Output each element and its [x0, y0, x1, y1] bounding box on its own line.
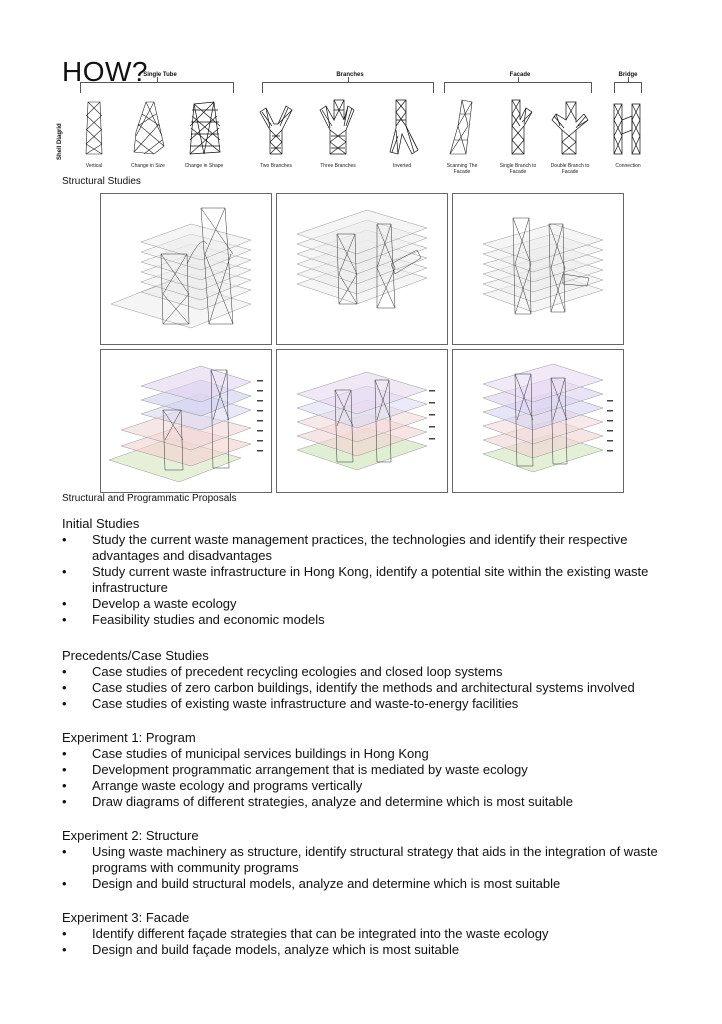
structural-model-drawing	[101, 194, 271, 344]
bullet-list	[62, 746, 672, 810]
bullet-icon: •	[62, 844, 67, 859]
list-item-text: Using waste machinery as structure, identify structural strategy that aids in the integration of waste programs with community programs	[92, 844, 658, 875]
group-label-branches: Branches	[336, 72, 364, 78]
bullet-icon: •	[62, 746, 67, 761]
program-layers-drawing	[453, 350, 623, 492]
list-item	[62, 844, 672, 876]
bullet-icon: •	[62, 876, 67, 891]
bullet-list	[62, 664, 672, 712]
bullet-list	[62, 532, 672, 628]
page-title: HOW?	[62, 56, 148, 87]
diagrid-single-branch-facade-icon	[494, 96, 542, 158]
structural-study-panel-3	[452, 193, 624, 345]
programmatic-proposal-panel-3	[452, 349, 624, 493]
shape-caption: Inverted	[392, 163, 412, 169]
list-item-text: Identify different façade strategies that can be integrated into the waste ecology	[92, 926, 549, 941]
list-item-text: Development programmatic arrangement that is mediated by waste ecology	[92, 762, 528, 777]
shape-change-in-shape	[180, 96, 228, 169]
section-experiment-3	[62, 910, 672, 958]
diagrid-inverted-icon	[378, 96, 426, 158]
diagrid-change-shape-icon	[180, 96, 228, 158]
bullet-icon: •	[62, 926, 67, 941]
bullet-icon: •	[62, 778, 67, 793]
group-label-bridge: Bridge	[618, 72, 638, 78]
shape-caption: Single Branch to Facade	[499, 163, 537, 175]
list-item-text: Arrange waste ecology and programs vertically	[92, 778, 363, 793]
caption-proposals: Structural and Programmatic Proposals	[62, 493, 237, 504]
diagrid-scanning-facade-icon	[438, 96, 486, 158]
program-layers-drawing	[101, 350, 271, 492]
list-item-text: Case studies of zero carbon buildings, identify the methods and architectural systems involved	[92, 680, 635, 695]
shape-caption: Change in Shape	[184, 163, 224, 169]
shape-inverted	[378, 96, 426, 169]
list-item	[62, 532, 672, 564]
list-item-text: Case studies of precedent recycling ecologies and closed loop systems	[92, 664, 503, 679]
section-heading: Experiment 3: Facade	[62, 910, 190, 925]
diagrid-two-branches-icon	[252, 96, 300, 158]
bullet-icon: •	[62, 612, 67, 627]
shape-caption: Three Branches	[320, 163, 356, 169]
bracket-bridge	[614, 82, 642, 93]
bullet-list	[62, 844, 672, 892]
list-item	[62, 926, 672, 942]
diagrid-double-branch-facade-icon	[546, 96, 594, 158]
shell-diagrid-label: Shell Diagrid	[57, 123, 63, 160]
bullet-icon: •	[62, 664, 67, 679]
bullet-icon: •	[62, 696, 67, 711]
programmatic-proposal-panel-2	[276, 349, 448, 493]
list-item-text: Case studies of existing waste infrastructure and waste-to-energy facilities	[92, 696, 519, 711]
list-item	[62, 942, 672, 958]
list-item	[62, 794, 672, 810]
structural-model-drawing	[277, 194, 447, 344]
list-item	[62, 664, 672, 680]
programmatic-proposal-panel-1	[100, 349, 272, 493]
group-label-facade: Facade	[509, 72, 531, 78]
section-heading: Experiment 1: Program	[62, 730, 196, 745]
shape-connection	[604, 96, 652, 169]
bullet-icon: •	[62, 794, 67, 809]
shape-caption: Scanning The Facade	[446, 163, 478, 175]
shape-scanning-facade	[438, 96, 486, 175]
list-item	[62, 876, 672, 892]
list-item	[62, 564, 672, 596]
bullet-icon: •	[62, 680, 67, 695]
list-item-text: Study current waste infrastructure in Hong Kong, identify a potential site within the existing waste infrastructure	[92, 564, 649, 595]
bullet-icon: •	[62, 762, 67, 777]
section-heading: Initial Studies	[62, 516, 140, 531]
section-heading: Experiment 2: Structure	[62, 828, 199, 843]
structural-study-panel-1	[100, 193, 272, 345]
list-item	[62, 746, 672, 762]
bullet-icon: •	[62, 596, 67, 611]
list-item	[62, 612, 672, 628]
diagrid-connection-icon	[604, 96, 652, 158]
list-item-text: Feasibility studies and economic models	[92, 612, 325, 627]
list-item	[62, 778, 672, 794]
list-item-text: Draw diagrams of different strategies, analyze and determine which is most suitable	[92, 794, 573, 809]
bracket-single-tube	[80, 82, 234, 93]
shape-vertical	[70, 96, 118, 169]
list-item-text: Case studies of municipal services buildings in Hong Kong	[92, 746, 429, 761]
structural-model-drawing	[453, 194, 623, 344]
section-initial-studies	[62, 516, 672, 628]
list-item-text: Design and build structural models, analyze and determine which is most suitable	[92, 876, 561, 891]
bullet-list	[62, 926, 672, 958]
list-item-text: Develop a waste ecology	[92, 596, 237, 611]
section-heading: Precedents/Case Studies	[62, 648, 209, 663]
structural-study-panel-2	[276, 193, 448, 345]
list-item	[62, 596, 672, 612]
bracket-branches	[262, 82, 434, 93]
bracket-facade	[444, 82, 592, 93]
diagrid-change-size-icon	[124, 96, 172, 158]
shape-caption: Connection	[615, 163, 641, 169]
bullet-icon: •	[62, 942, 67, 957]
shape-change-in-size	[124, 96, 172, 169]
shape-caption: Two Branches	[260, 163, 292, 169]
bullet-icon: •	[62, 532, 67, 547]
shape-three-branches	[314, 96, 362, 169]
shape-double-branch-facade	[546, 96, 594, 175]
bullet-icon: •	[62, 564, 67, 579]
list-item-text: Design and build façade models, analyze which is most suitable	[92, 942, 460, 957]
shape-two-branches	[252, 96, 300, 169]
program-layers-drawing	[277, 350, 447, 492]
section-precedents	[62, 648, 672, 712]
list-item	[62, 680, 672, 696]
caption-structural-studies: Structural Studies	[62, 176, 141, 187]
diagrid-three-branches-icon	[314, 96, 362, 158]
shape-single-branch-facade	[494, 96, 542, 175]
shape-caption: Change in Size	[131, 163, 165, 169]
list-item-text: Study the current waste management practices, the technologies and identify their respective advantages and disadvantages	[92, 532, 628, 563]
diagrid-vertical-icon	[70, 96, 118, 158]
group-label-single-tube: Single Tube	[143, 72, 177, 78]
shape-caption: Double Branch to Facade	[550, 163, 590, 175]
list-item	[62, 696, 672, 712]
section-experiment-1	[62, 730, 672, 810]
section-experiment-2	[62, 828, 672, 892]
shape-caption: Vertical	[85, 163, 103, 169]
list-item	[62, 762, 672, 778]
